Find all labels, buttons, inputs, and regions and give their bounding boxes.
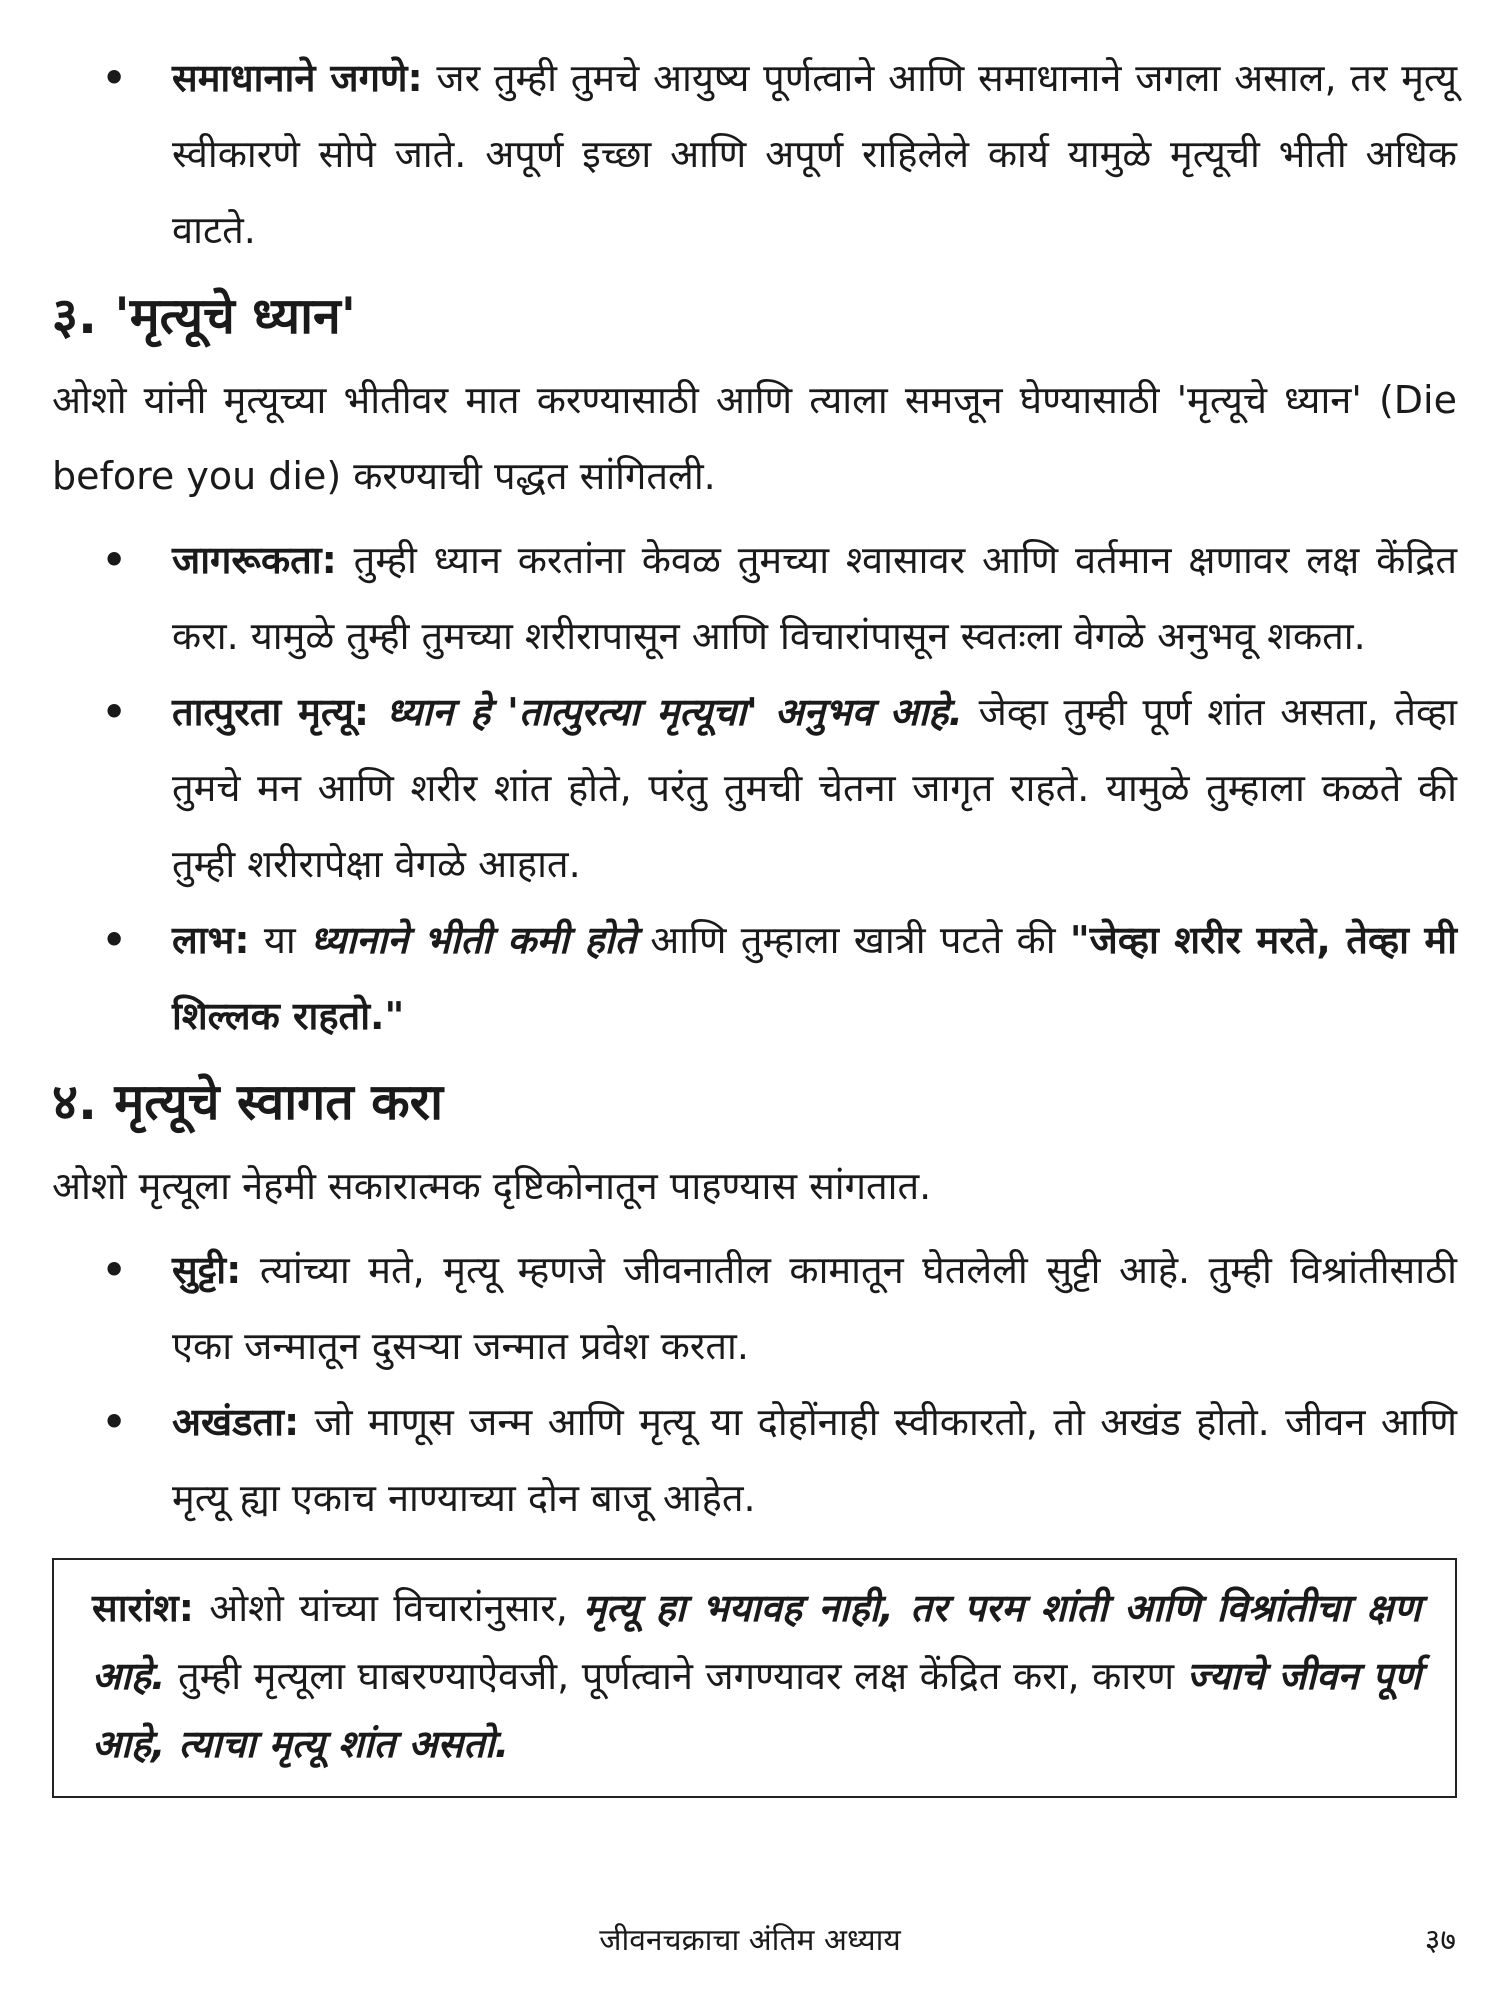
item-text: त्यांच्या मते, मृत्यू म्हणजे जीवनातील कामातून घेतलेली सुट्टी आहे. तुम्ही विश्रांतीसाठी एका जन्मातून दुसऱ्या जन्मात प्रवेश करता. (172, 1248, 1457, 1368)
bullet: • (102, 690, 127, 734)
item-label: जागरूकता: (172, 538, 337, 582)
page-content (52, 40, 1457, 1798)
section4-list (52, 1232, 1457, 1536)
item-text: जो माणूस जन्म आणि मृत्यू या दोहोंनाही स्वीकारतो, तो अखंड होतो. जीवन आणि मृत्यू ह्या एकाच नाण्याच्या दोन बाजू आहेत. (172, 1400, 1457, 1520)
bullet: • (102, 918, 127, 962)
item-text: आणि तुम्हाला खात्री पटते की (636, 918, 1070, 962)
bullet: • (102, 1400, 127, 1444)
item-emphasis: ध्यानाने भीती कमी होते (310, 918, 637, 962)
summary-emphasis: ज्याचे जीवन पूर्ण आहे, त्याचा मृत्यू शांत असतो. (92, 1654, 1421, 1766)
summary-box (52, 1558, 1457, 1798)
bullet: • (102, 538, 127, 582)
list-item-labh (52, 902, 1457, 1054)
item-label: समाधानाने जगणे: (172, 56, 423, 100)
summary-label: सारांश: (92, 1586, 194, 1630)
item-label: तात्पुरता मृत्यू: (172, 690, 370, 734)
section3-intro: ओशो यांनी मृत्यूच्या भीतीवर मात करण्यासाठी आणि त्याला समजून घेण्यासाठी 'मृत्यूचे ध्यान' (Die before you die) करण्याची पद्धत सांगितली. (52, 378, 1457, 498)
item-text: या (249, 918, 310, 962)
item-quote: "जेव्हा शरीर मरते, तेव्हा मी शिल्लक राहतो." (172, 918, 1457, 1038)
summary-emphasis: मृत्यू हा भयावह नाही, तर परम शांती आणि विश्रांतीचा क्षण आहे. (92, 1586, 1421, 1698)
section3-list (52, 522, 1457, 1054)
summary-text: तुम्ही मृत्यूला घाबरण्याऐवजी, पूर्णत्वाने जगण्यावर लक्ष केंद्रित करा, कारण (165, 1654, 1187, 1698)
summary-text: ओशो यांच्या विचारांनुसार, (193, 1586, 584, 1630)
bullet: • (102, 56, 127, 100)
list-item-jagrukta (52, 522, 1457, 674)
item-label: सुट्टी: (172, 1248, 242, 1292)
item-emphasis: ध्यान हे 'तात्पुरत्या मृत्यूचा' अनुभव आहे. (369, 690, 963, 734)
section4-heading: ४. मृत्यूचे स्वागत करा (52, 1073, 444, 1131)
list-item-tatpurta (52, 674, 1457, 902)
item-text: जेव्हा तुम्ही पूर्ण शांत असता, तेव्हा तुमचे मन आणि शरीर शांत होते, परंतु तुमची चेतना जागृत राहते. यामुळे तुम्हाला कळते की तुम्ही शरीरापेक्षा वेगळे आहात. (172, 690, 1457, 886)
item-text: तुम्ही ध्यान करतांना केवळ तुमच्या श्वासावर आणि वर्तमान क्षणावर लक्ष केंद्रित करा. यामुळे तुम्ही तुमच्या शरीरापासून आणि विचारांपासून स्वतःला वेगळे अनुभवू शकता. (172, 538, 1457, 658)
item-label: लाभ: (172, 918, 250, 962)
page-number: ३७ (1424, 1923, 1456, 1958)
list-item-samadhan (52, 40, 1457, 268)
list-item-akhandata (52, 1384, 1457, 1536)
section4-intro: ओशो मृत्यूला नेहमी सकारात्मक दृष्टिकोनातून पाहण्यास सांगतात. (52, 1164, 932, 1208)
list-item-sutti (52, 1232, 1457, 1384)
item-text: जर तुम्ही तुमचे आयुष्य पूर्णत्वाने आणि समाधानाने जगला असाल, तर मृत्यू स्वीकारणे सोपे जाते. अपूर्ण इच्छा आणि अपूर्ण राहिलेले कार्य यामुळे मृत्यूची भीती अधिक वाटते. (172, 56, 1457, 252)
item-label: अखंडता: (172, 1400, 300, 1444)
footer-title: जीवनचक्राचा अंतिम अध्याय (599, 1923, 901, 1958)
section2-tail-list (52, 40, 1457, 268)
bullet: • (102, 1248, 127, 1292)
section3-heading: ३. 'मृत्यूचे ध्यान' (52, 287, 357, 345)
page-footer (0, 1918, 1500, 1978)
